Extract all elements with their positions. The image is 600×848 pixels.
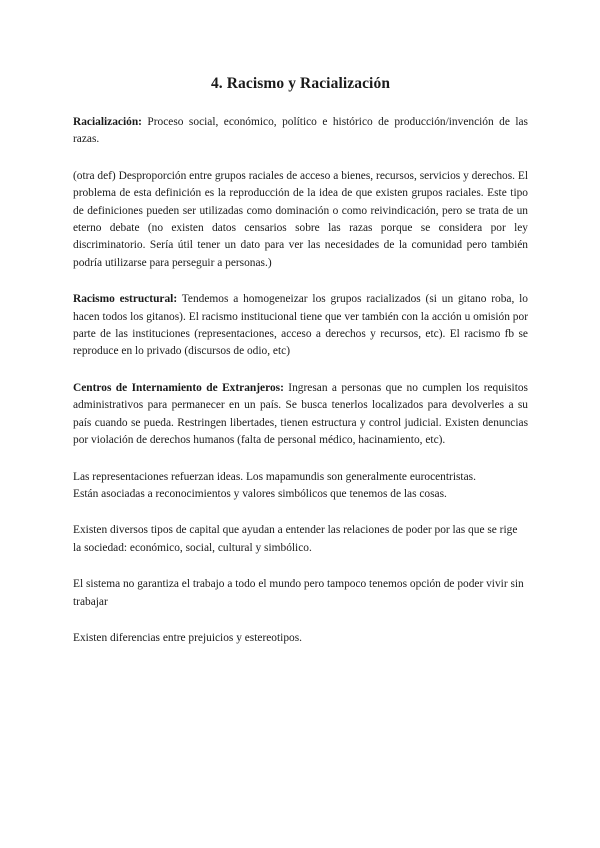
paragraph-prejuicios: Existen diferencias entre prejuicios y estereotipos. [73, 631, 302, 644]
paragraph-cie [73, 380, 528, 450]
paragraph-racializacion [73, 114, 528, 149]
text-racismo-estructural: Tendemos a homogeneizar los grupos racializados (si un gitano roba, lo hacen todos los gitanos). El racismo institucional tiene que ver también con la acción u omisión por parte de las instituciones (representaciones, acceso a derechos y recursos, etc). El racismo fb se reproduce en lo privado (discursos de odio, etc) [73, 293, 529, 358]
paragraph-representaciones [73, 469, 528, 504]
paragraph-racismo-estructural [73, 291, 528, 361]
paragraph-otra-def: (otra def) Desproporción entre grupos raciales de acceso a bienes, recursos, servicios y derechos. El problema de esta definición es la reproducción de la idea de que existen grupos raciales. Este tipo de definiciones pueden ser utilizadas como dominación o como reivindicación, pero se trata de un eterno debate (no existen datos censarios sobre las razas porque se considera por ley discriminatorio. Sería útil tener un dato para ver las necesidades de la comunidad pero también podría utilizarse para perseguir a personas.) [73, 169, 528, 269]
paragraph-capital: Existen diversos tipos de capital que ayudan a entender las relaciones de poder por las que se rige la sociedad: económico, social, cultural y simbólico. [73, 524, 518, 554]
text-racializacion: Proceso social, económico, político e histórico de producción/invención de las razas. [73, 116, 528, 146]
term-racismo-estructural: Racismo estructural: [73, 293, 178, 306]
representaciones-line-1: Las representaciones refuerzan ideas. Los mapamundis son generalmente eurocentristas. [73, 470, 476, 483]
page-title: 4. Racismo y Racialización [210, 75, 391, 92]
representaciones-line-2: Están asociadas a reconocimientos y valores simbólicos que tenemos de las cosas. [73, 487, 447, 500]
text-cie: Ingresan a personas que no cumplen los requisitos administrativos para permanecer en un país. Se busca tenerlos localizados para devolverles a su país cuando se pueda. Restringen libertades, tienen estructura y control judicial. Existen denuncias por violación de derechos humanos (falta de personal médico, hacinamiento, etc). [73, 381, 528, 447]
term-racializacion: Racialización: [73, 116, 142, 128]
term-cie: Centros de Internamiento de Extranjeros: [73, 381, 284, 394]
paragraph-sistema: El sistema no garantiza el trabajo a todo el mundo pero tampoco tenemos opción de poder vivir sin trabajar [73, 578, 524, 608]
